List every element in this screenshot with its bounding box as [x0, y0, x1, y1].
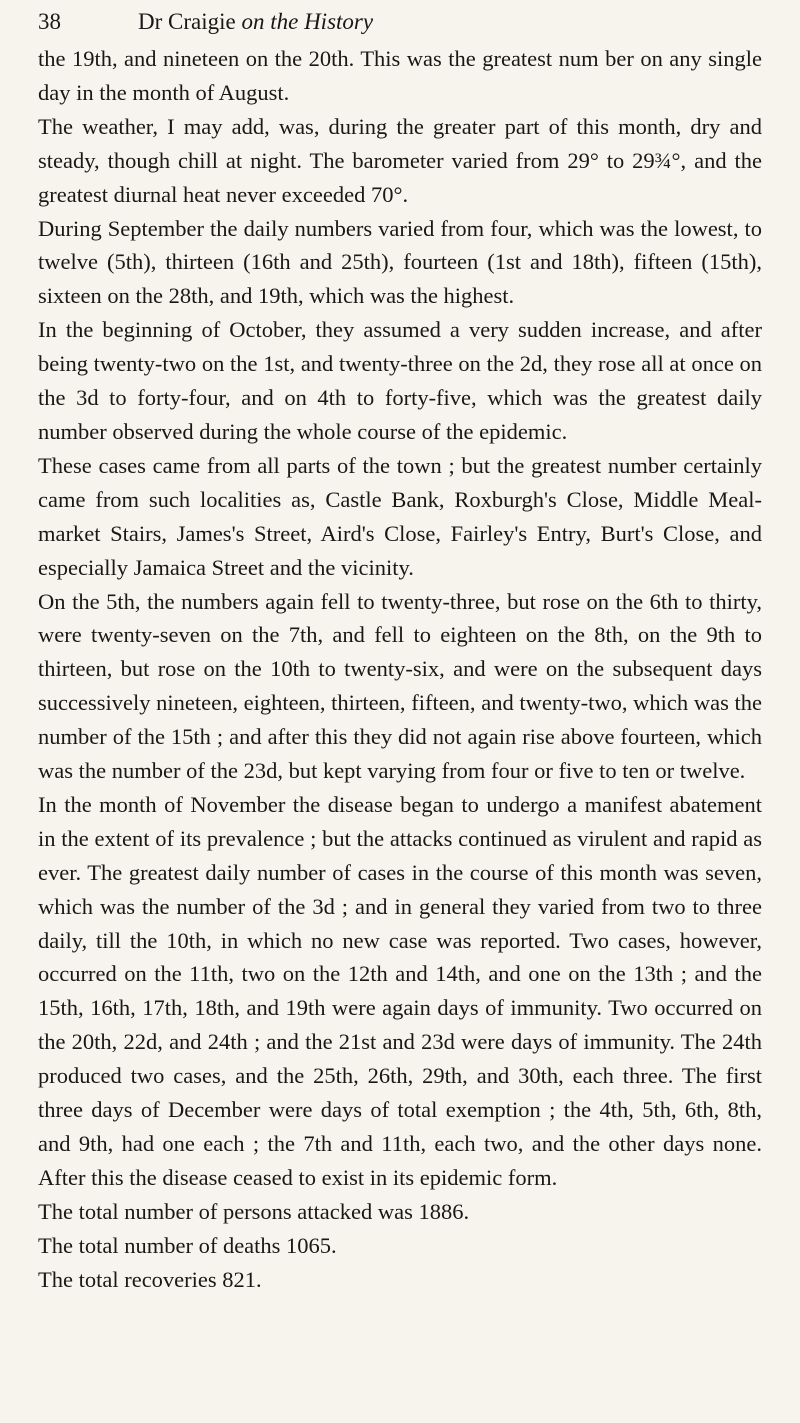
paragraph-october-later: On the 5th, the numbers again fell to twenty-three, but rose on the 6th to thirty, were twenty-seven on the 7th, and fell to eighteen on the 8th, on the 9th to thirteen, but rose on the 10th to twenty-six, and were on the subsequent days successively nineteen, eighteen, thirteen, fifteen, and twenty-two, which was the number of the 15th ; and after this they did not again rise above fourteen, which was the number of the 23d, but kept varying from four or five to ten or twelve.: [38, 588, 762, 784]
running-title: [138, 4, 373, 40]
paragraph-november-december: In the month of November the disease began to undergo a manifest abatement in the extent of its prevalence ; but the attacks continued as virulent and rapid as ever. The greatest daily number of cases in the course of this month was seven, which was the number of the 3d ; and in general they varied from two to three daily, till the 10th, in which no new case was reported. Two cases, however, occurred on the 11th, two on the 12th and 14th, and one on the 13th ; and the 15th, 16th, 17th, 18th, and 19th were again days of immunity. Two occurred on the 20th, 22d, and 24th ; and the 21st and 23d were days of immunity. The 24th produced two cases, and the 25th, 26th, 29th, and 30th, each three. The first three days of December were days of total exemption ; the 4th, 5th, 6th, 8th, and 9th, had one each ; the 7th and 11th, each two, and the other days none. After this the disease ceased to exist in its epidemic form.: [38, 791, 762, 1190]
paragraph-september: During September the daily numbers varied from four, which was the lowest, to twelve (5th), thirteen (16th and 25th), fourteen (1st and 18th), fifteen (15th), sixteen on the 28th, and 19th, which was the highest.: [38, 215, 762, 309]
running-title-author: Dr Craigie: [138, 9, 236, 34]
paragraph-october-increase: In the beginning of October, they assumed a very sudden increase, and after being twenty-two on the 1st, and twenty-three on the 2d, they rose all at once on the 3d to forty-four, and on 4th to forty-five, which was the greatest daily number observed during the whole course of the epidemic.: [38, 317, 762, 444]
paragraph-weather: The weather, I may add, was, during the greater part of this month, dry and steady, though chill at night. The barometer varied from 29° to 29¾°, and the greatest diurnal heat never exceeded 70°.: [38, 113, 762, 207]
total-attacked: The total number of persons attacked was 1886.: [38, 1198, 470, 1224]
paragraph-localities: These cases came from all parts of the town ; but the greatest number certainly came from such localities as, Castle Bank, Roxburgh's Close, Middle Meal-market Stairs, James's Street, Aird's Close, Fairley's Entry, Burt's Close, and especially Jamaica Street and the vicinity.: [38, 452, 762, 580]
page-number: 38: [38, 9, 61, 34]
body-text: [38, 42, 762, 1297]
running-title-subject: on the History: [241, 9, 374, 34]
paragraph-august-peak: the 19th, and nineteen on the 20th. This was the greatest num ber on any single day in the month of August.: [38, 46, 762, 105]
total-recoveries: The total recoveries 821.: [38, 1266, 262, 1292]
running-header: [38, 4, 768, 40]
total-deaths: The total number of deaths 1065.: [38, 1232, 337, 1258]
